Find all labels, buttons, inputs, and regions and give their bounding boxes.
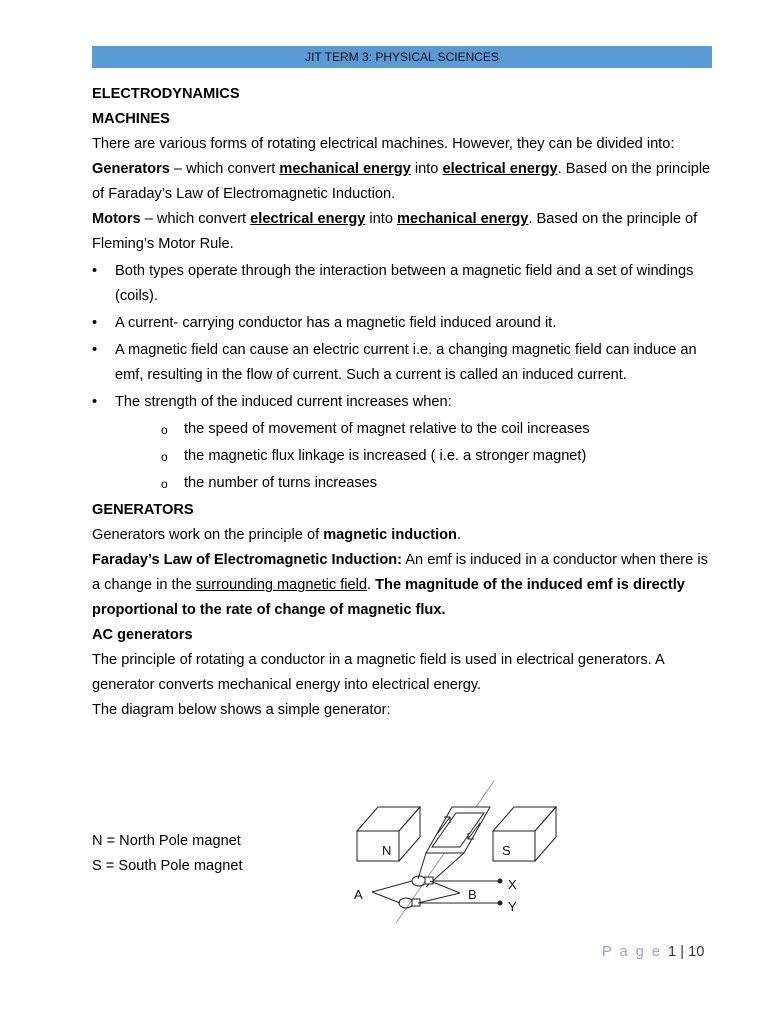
generators-definition: [92, 157, 717, 207]
faraday-text1: An emf is induced in a conductor when there is a change in the: [92, 552, 708, 593]
generators-energy-a: mechanical energy: [279, 161, 411, 177]
generators-term: Generators: [92, 161, 170, 177]
pointer-b: [430, 881, 460, 893]
diagram-label-x: X: [508, 877, 517, 892]
brush: [425, 877, 433, 884]
motors-mid: into: [365, 211, 398, 227]
motors-dash: – which convert: [140, 211, 251, 227]
faraday-bold: The magnitude of the induced emf is directly proportional to the rate of change of magnetic flux.: [92, 577, 685, 618]
footer-current-page: 1: [668, 944, 677, 960]
faraday-underlined: surrounding magnetic field: [195, 577, 368, 593]
diagram-label-y: Y: [508, 899, 517, 914]
gen-principle-pre: Generators work on the principle of: [92, 527, 324, 543]
pointer-b: [418, 893, 460, 903]
gen-principle-bold: magnetic induction: [323, 527, 457, 543]
diagram-label-a: A: [354, 887, 363, 902]
motors-energy-a: electrical energy: [250, 211, 366, 227]
faraday-term: Faraday’s Law of Electromagnetic Induction:: [92, 552, 403, 568]
intro-paragraph: There are various forms of rotating electrical machines. However, they can be divided into:: [92, 136, 675, 152]
heading-machines: MACHINES: [92, 111, 170, 127]
motors-energy-b: mechanical energy: [397, 211, 529, 227]
diagram-caption: The diagram below shows a simple generator:: [92, 702, 391, 718]
faraday-text2: .: [367, 577, 376, 593]
generators-mid: into: [410, 161, 443, 177]
slip-ring: [412, 876, 426, 886]
list-item: • A current- carrying conductor has a magnetic field induced around it.: [92, 311, 717, 336]
generators-dash: – which convert: [169, 161, 280, 177]
diagram-label-n: N: [382, 843, 392, 858]
list-item: o the speed of movement of magnet relative to the coil increases: [92, 417, 717, 442]
pointer-a: [372, 881, 412, 892]
sub-bullet-list: [92, 417, 717, 496]
motors-definition: [92, 207, 717, 257]
heading-ac-generators: AC generators: [92, 627, 193, 643]
generators-energy-b: electrical energy: [442, 161, 558, 177]
diagram-label-b: B: [468, 887, 477, 902]
terminal-y: [498, 901, 502, 905]
header-bar: [92, 46, 712, 68]
footer-separator: |: [676, 944, 689, 960]
list-item: • The strength of the induced current increases when:: [92, 390, 717, 415]
heading-generators: GENERATORS: [92, 502, 194, 518]
footer-total-pages: 10: [688, 944, 705, 960]
terminal-x: [498, 879, 502, 883]
faraday-law: [92, 548, 717, 623]
list-item: o the magnetic flux linkage is increased ( i.e. a stronger magnet): [92, 444, 717, 469]
motors-tail: . Based on the principle of Fleming’s Motor Rule.: [92, 211, 698, 252]
generator-diagram: [340, 775, 580, 925]
list-item: • Both types operate through the interaction between a magnetic field and a set of windings (coils).: [92, 259, 717, 309]
ac-paragraph: The principle of rotating a conductor in a magnetic field is used in electrical generators. A generator converts mechanical energy into electrical energy.: [92, 652, 664, 693]
pointer-a: [372, 892, 400, 903]
page-content: [92, 82, 717, 879]
bullet-list: [92, 259, 717, 415]
generators-principle: [92, 523, 717, 548]
legend-north: N = North Pole magnet: [92, 833, 241, 849]
motors-term: Motors: [92, 211, 141, 227]
heading-electrodynamics: ELECTRODYNAMICS: [92, 86, 240, 102]
header-title: JIT TERM 3: PHYSICAL SCIENCES: [305, 50, 499, 64]
diagram-label-s: S: [502, 843, 511, 858]
footer-page-word: P a g e: [602, 944, 662, 960]
slip-ring: [399, 898, 413, 908]
list-item: o the number of turns increases: [92, 471, 717, 496]
list-item: • A magnetic field can cause an electric current i.e. a changing magnetic field can induce an emf, resulting in the flow of current. Such a current is called an induced current.: [92, 338, 717, 388]
page-footer: [602, 944, 704, 960]
generators-tail: . Based on the principle of Faraday’s Law of Electromagnetic Induction.: [92, 161, 711, 202]
legend-south: S = South Pole magnet: [92, 858, 243, 874]
gen-principle-post: .: [456, 527, 462, 543]
